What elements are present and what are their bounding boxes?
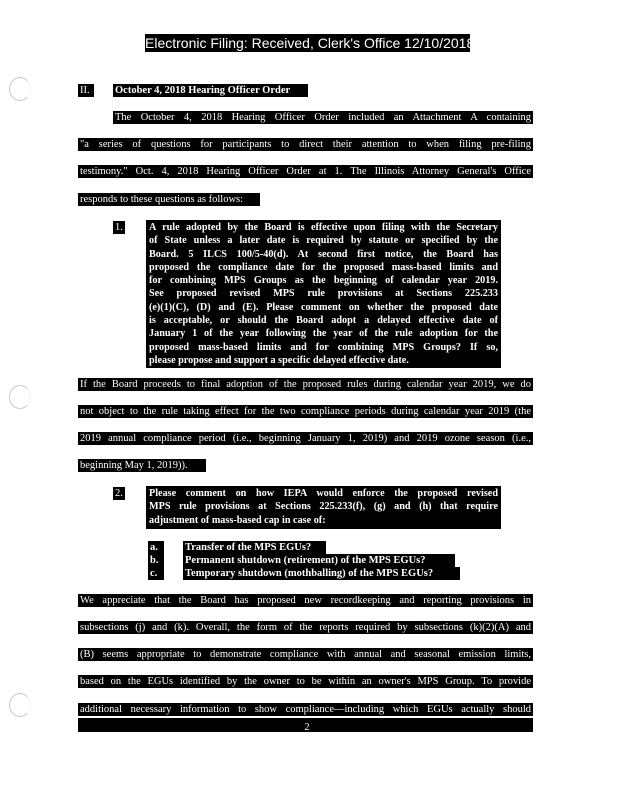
question-1-line: See proposed revised MPS rule provisions at Sections 225.233 xyxy=(149,288,498,300)
sub-item-text: Transfer of the MPS EGUs? xyxy=(183,541,326,554)
answer-1-line: 2019 annual compliance period (i.e., beginning January 1, 2019) and 2019 ozone season (i.e., xyxy=(80,433,531,444)
question-2-line: adjustment of mass-based cap in case of: xyxy=(149,514,326,526)
intro-line: The October 4, 2018 Hearing Officer Order included an Attachment A containing xyxy=(115,112,531,123)
question-1-number: 1. xyxy=(113,221,125,234)
sub-item-letter: c. xyxy=(148,567,164,580)
question-2-block xyxy=(146,486,501,529)
question-1-line: is acceptable, or should the Board adopt a delayed effective date of xyxy=(149,315,498,327)
section-title: October 4, 2018 Hearing Officer Order xyxy=(113,84,308,97)
answer-2-line: (B) seems appropriate to demonstrate compliance with annual and seasonal emission limits, xyxy=(80,649,531,660)
question-1-line: A rule adopted by the Board is effective upon filing with the Secretary xyxy=(149,222,498,233)
answer-2-line: We appreciate that the Board has proposed new recordkeeping and reporting provisions in xyxy=(80,595,531,606)
question-2-line: MPS rule provisions at Sections 225.233(f), (g) and (h) that require xyxy=(149,501,498,513)
sub-item-text: Permanent shutdown (retirement) of the MPS EGUs? xyxy=(183,554,455,567)
page-number: 2 xyxy=(304,722,310,733)
sub-item-letter: a. xyxy=(148,541,164,554)
answer-1-line: not object to the rule taking effect for the two compliance periods during calendar year 2019 (the xyxy=(80,406,531,417)
sub-item-letter: b. xyxy=(148,554,164,567)
sub-item-text: Temporary shutdown (mothballing) of the MPS EGUs? xyxy=(183,567,460,580)
question-1-line: proposed mass-based limits and for combining MPS Groups? If so, xyxy=(149,341,498,353)
question-1-line: (e)(1)(C), (D) and (E). Please comment on whether the proposed date xyxy=(149,301,498,313)
answer-1-line: beginning May 1, 2019)). xyxy=(78,459,206,472)
question-1-line: of State unless a later date is required by statute or specified by the xyxy=(149,235,498,247)
answer-2-line: based on the EGUs identified by the owner to be within an owner's MPS Group. To provide xyxy=(80,676,531,687)
intro-line: testimony." Oct. 4, 2018 Hearing Officer Order at 1. The Illinois Attorney General's Office xyxy=(80,166,531,177)
hole-punch-top xyxy=(9,77,31,101)
hole-punch-middle xyxy=(9,385,31,409)
intro-line: responds to these questions as follows: xyxy=(78,193,260,206)
question-1-block xyxy=(146,220,501,368)
hole-punch-bottom xyxy=(9,693,31,717)
question-2-number: 2. xyxy=(113,487,125,500)
question-1-line: proposed the compliance date for the proposed mass-based limits and xyxy=(149,261,498,273)
question-1-line: January 1 of the year following the year of the rule adoption for the xyxy=(149,328,498,340)
question-1-line: Board. 5 ILCS 100/5-40(d). At second first notice, the Board has xyxy=(149,248,498,260)
answer-2-line: additional necessary information to show compliance—including which EGUs actually should xyxy=(80,704,531,715)
answer-2-line: subsections (j) and (k). Overall, the form of the reports required by subsections (k)(2)(A) and xyxy=(80,622,531,633)
section-number: II. xyxy=(78,84,94,97)
filing-stamp: Electronic Filing: Received, Clerk's Office 12/10/2018 xyxy=(145,35,475,51)
question-1-line: please propose and support a specific delayed effective date. xyxy=(149,354,409,366)
question-2-line: Please comment on how IEPA would enforce the proposed revised xyxy=(149,488,498,499)
question-1-line: for combining MPS Groups as the beginning of calendar year 2019. xyxy=(149,275,498,287)
intro-line: "a series of questions for participants to direct their attention to when filing pre-filing xyxy=(80,139,531,150)
answer-1-line: If the Board proceeds to final adoption of the proposed rules during calendar year 2019, we do xyxy=(80,379,531,390)
